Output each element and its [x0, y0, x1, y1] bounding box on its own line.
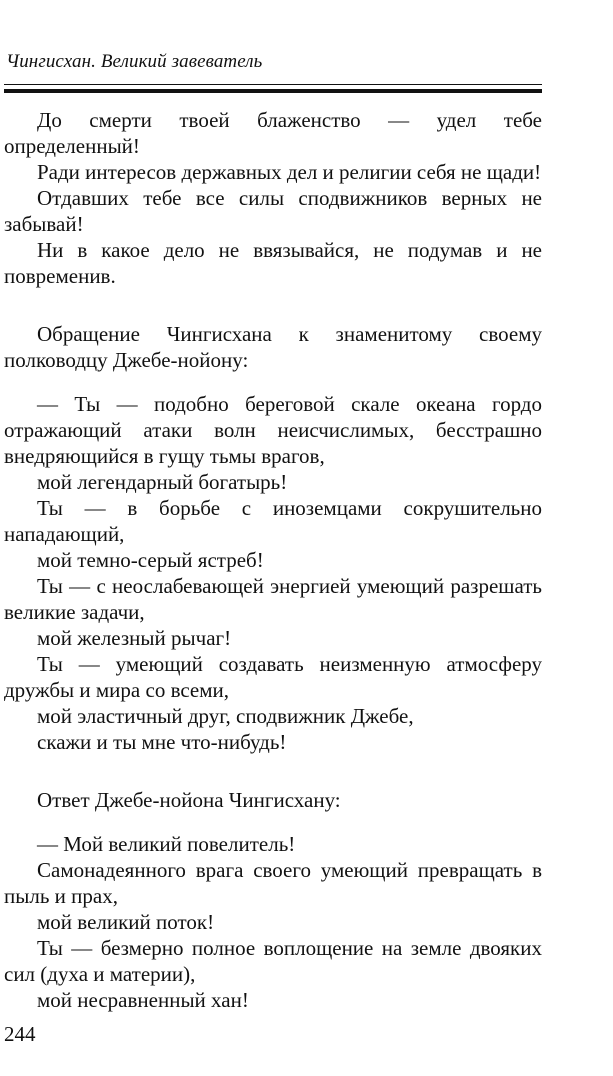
paragraph: Ответ Джебе-нойона Чингисхану: — [37, 788, 341, 812]
paragraph: мой легендарный богатырь! — [37, 470, 288, 494]
paragraph: — Мой великий повелитель! — [37, 832, 296, 856]
paragraph: мой железный рычаг! — [37, 626, 232, 650]
paragraph: Ради интересов державных дел и религии себя не щади! — [37, 160, 542, 184]
paragraph: мой эластичный друг, сподвижник Джебе, — [37, 704, 414, 728]
section-spacer — [4, 289, 542, 321]
section-spacer — [4, 813, 542, 831]
header-rule-thin — [4, 84, 542, 85]
section-spacer — [4, 755, 542, 787]
section-spacer — [4, 373, 542, 391]
paragraph: Обращение Чингисхана к знаменитому своему полководцу Джебе-нойону: — [4, 322, 542, 372]
paragraph: Ты — в борьбе с иноземцами сокрушительно нападающий, — [4, 496, 542, 546]
paragraph: скажи и ты мне что-нибудь! — [37, 730, 287, 754]
paragraph: Ты — безмерно полное воплощение на земле двояких сил (духа и материи), — [4, 936, 542, 986]
paragraph: До смерти твоей блаженство — удел тебе определенный! — [4, 108, 542, 158]
running-head-title: Чингисхан. Великий завеватель — [6, 51, 263, 72]
header-rule-thick — [4, 89, 542, 93]
paragraph: Ни в какое дело не ввязывайся, не подумав и не повременив. — [4, 238, 542, 288]
page-number: 244 — [4, 1022, 36, 1046]
paragraph: мой несравненный хан! — [37, 988, 249, 1012]
paragraph: — Ты — подобно береговой скале океана гордо отражающий атаки волн неисчислимых, бесстрашно внедряющийся в гущу тьмы врагов, — [4, 392, 542, 468]
paragraph: Самонадеянного врага своего умеющий превращать в пыль и прах, — [4, 858, 542, 908]
paragraph: мой великий поток! — [37, 910, 215, 934]
page-body-text — [4, 107, 542, 1013]
paragraph: Ты — с неослабевающей энергией умеющий разрешать великие задачи, — [4, 574, 542, 624]
paragraph: Отдавших тебе все силы сподвижников верных не забывай! — [4, 186, 542, 236]
paragraph: мой темно-серый ястреб! — [37, 548, 264, 572]
paragraph: Ты — умеющий создавать неизменную атмосферу дружбы и мира со всеми, — [4, 652, 542, 702]
